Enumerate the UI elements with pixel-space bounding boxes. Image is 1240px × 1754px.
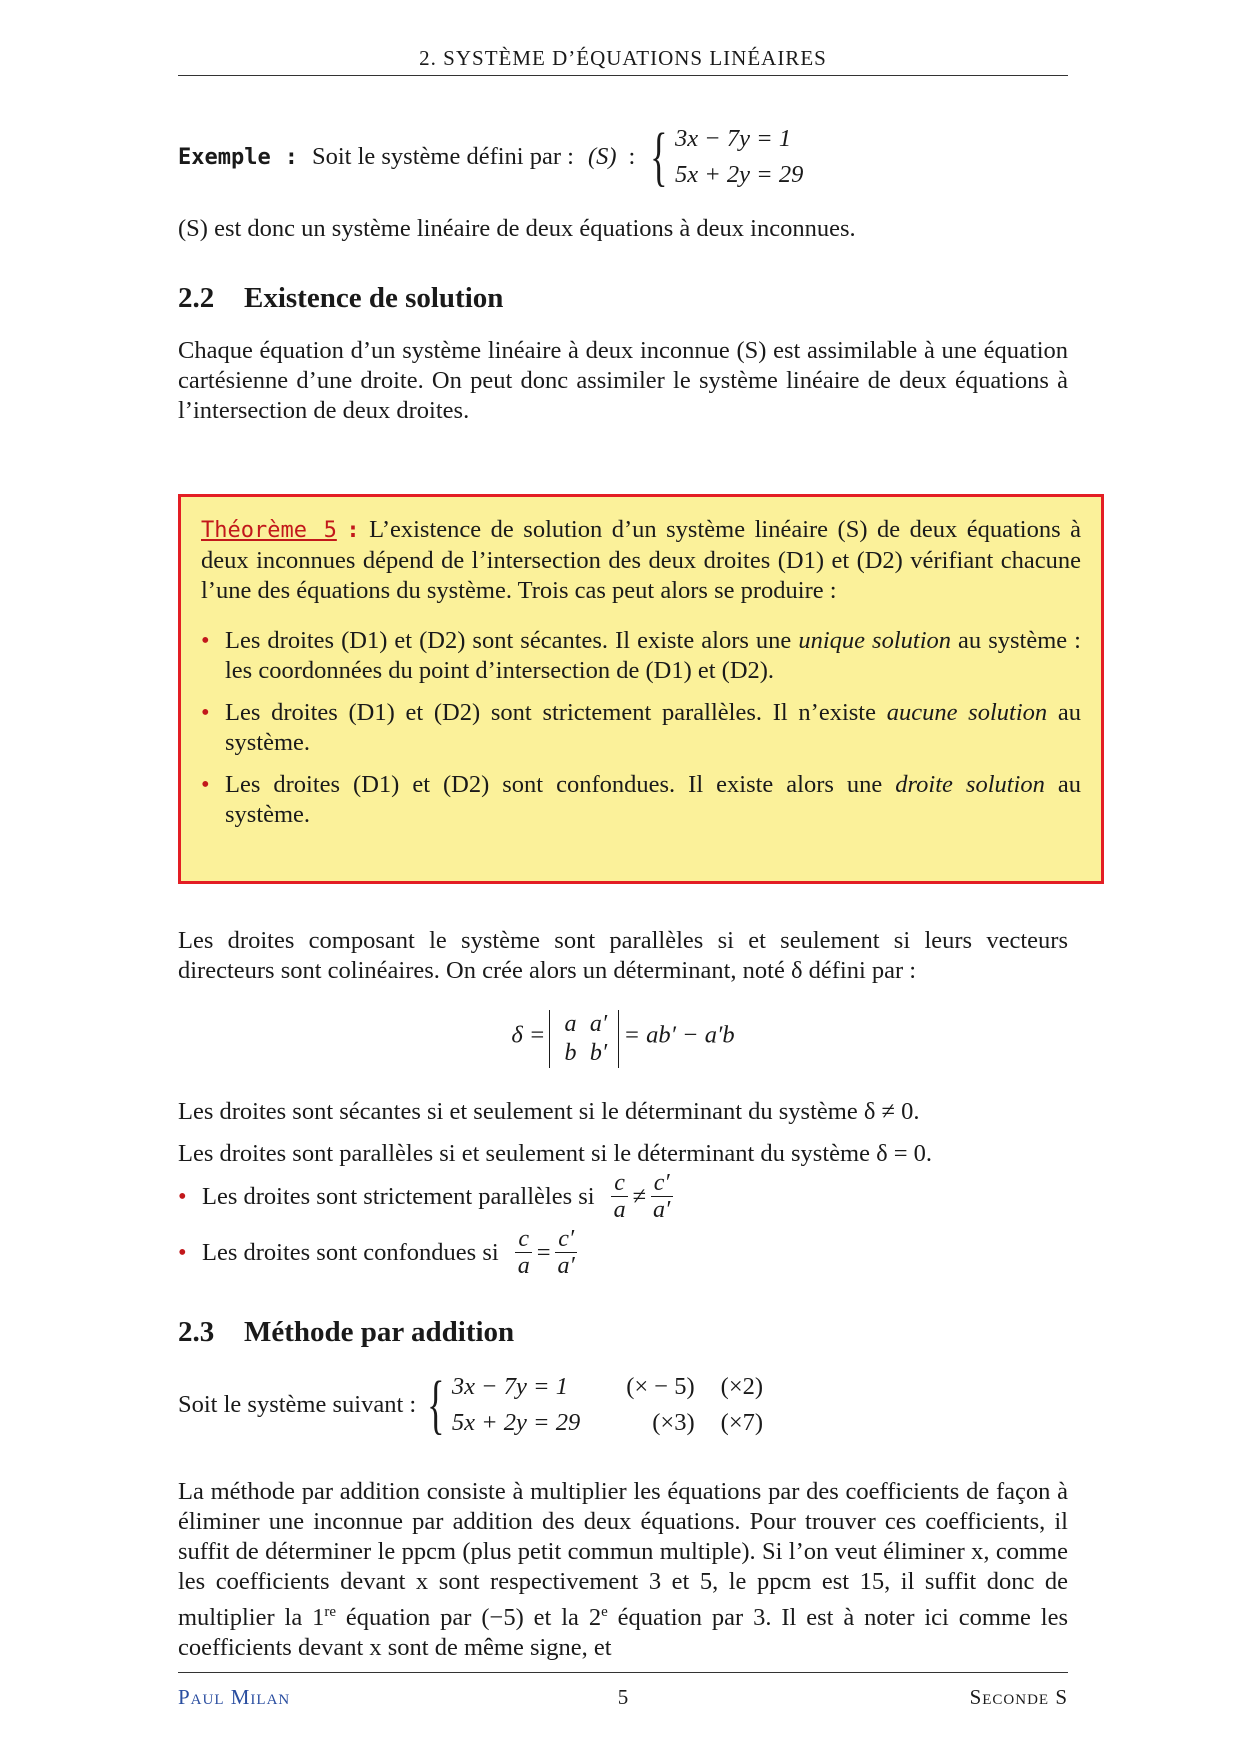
bullet-icon: • (178, 1182, 187, 1210)
example-colon: : (284, 144, 298, 170)
example-block (178, 120, 1068, 193)
fraction-c-over-a: $\frac{c}{a}$ (611, 1170, 629, 1223)
determinant-matrix: a a′ b b′ (549, 1010, 619, 1068)
header-rule (178, 75, 1068, 76)
section-title: Méthode par addition (244, 1316, 515, 1348)
fraction-cprime-over-aprime: $\frac{c'}{a'}$ (555, 1226, 578, 1279)
determinant-paragraph: Les droites composant le système sont parallèles si et seulement si leurs vecteurs directeurs sont colinéaires. On crée alors un déterminant, noté δ défini par : (178, 927, 1068, 984)
section-2-2-paragraph: Chaque équation d’un système linéaire à deux inconnue (S) est assimilable à une équation cartésienne d’une droite. On peut donc assimiler le système linéaire de deux équations à l’intersection de deux droites. (178, 337, 1068, 424)
theorem-case-1: • Les droites (D1) et (D2) sont sécantes. Il existe alors une unique solution au système : les coordonnées du point d’intersection de (D1) et (D2). (201, 627, 1081, 684)
section-title: Existence de solution (244, 282, 504, 314)
addition-system (178, 1368, 1068, 1441)
example-text: Soit le système défini par : (311, 143, 574, 170)
determinant-lhs: δ = (511, 1021, 546, 1049)
theorem-box (178, 494, 1104, 884)
paralleles-statement: Les droites sont parallèles si et seulement si le déterminant du système δ = 0. (178, 1140, 933, 1167)
confondues-item: • Les droites sont confondues si $\frac{c}{a}$ = $\frac{c'}{a'}$ (178, 1226, 1068, 1279)
section-number: 2.3 (178, 1316, 215, 1348)
bullet-icon: • (178, 1238, 187, 1266)
determinant-formula (178, 1010, 1068, 1068)
theorem-colon: : (346, 518, 360, 543)
fraction-cprime-over-aprime: $\frac{c'}{a'}$ (650, 1170, 673, 1223)
strict-parallel-item: • Les droites sont strictement parallèles si $\frac{c}{a}$ ≠ $\frac{c'}{a'}$ (178, 1170, 1068, 1223)
footer-author: Paul Milan (178, 1685, 291, 1709)
theorem-case-2: • Les droites (D1) et (D2) sont strictement parallèles. Il n’existe aucune solution au système. (201, 699, 1081, 756)
fraction-c-over-a: $\frac{c}{a}$ (515, 1226, 533, 1279)
system-brace: { (427, 1368, 445, 1441)
section-number: 2.2 (178, 282, 215, 314)
system-brace: { (650, 120, 668, 193)
running-header: 2. SYSTÈME D’ÉQUATIONS LINÉAIRES (419, 46, 827, 70)
theorem-cases (201, 626, 1081, 830)
bullet-icon: • (201, 771, 210, 798)
footer-class: Seconde S (969, 1685, 1068, 1709)
theorem-case-3: • Les droites (D1) et (D2) sont confondues. Il existe alors une droite solution au système. (201, 771, 1082, 828)
system-eq-2: 5x + 2y = 29 (675, 161, 804, 188)
system-intro: Soit le système suivant : (178, 1391, 417, 1418)
system-equations: 3x − 7y = 1 5x + 2y = 29 (451, 1373, 581, 1436)
section-heading-2-2 (178, 282, 1068, 315)
example-label: Exemple (178, 144, 271, 170)
example-sep: : (628, 143, 636, 170)
addition-method-paragraph: La méthode par addition consiste à multiplier les équations par des coefficients de façon à éliminer une inconnue par addition des deux équations. Pour trouver ces coefficients, il suffit de déterminer le ppcm (plus petit commun multiple). Si l’on veut éliminer x, comme les coefficients devant x sont respectivement 3 et 5, le ppcm est 15, il suffit donc de multiplier la 1re équation par (−5) et la 2e équation par 3. Il est à noter ici comme les coefficients devant x sont de même signe, et (178, 1478, 1068, 1662)
bullet-icon: • (201, 699, 210, 726)
example-conclusion: (S) est donc un système linéaire de deux équations à deux inconnues. (178, 215, 856, 242)
multipliers-column-1: (× − 5) (×3) (626, 1373, 695, 1436)
bullet-icon: • (201, 627, 210, 654)
theorem-intro: L’existence de solution d’un système linéaire (S) de deux équations à deux inconnues dépend de l’intersection des deux droites (D1) et (D2) vérifiant chacune l’une des équations du système. Trois cas peut alors se produire : (201, 516, 1082, 604)
multipliers-column-2: (×2) (×7) (720, 1373, 764, 1436)
page-number: 5 (617, 1685, 629, 1709)
theorem-label: Théorème 5 (201, 518, 337, 543)
section-heading-2-3 (178, 1316, 1068, 1349)
system-eq-1: 3x − 7y = 1 (675, 125, 792, 152)
determinant-rhs: = ab′ − a′b (623, 1021, 735, 1049)
secantes-statement: Les droites sont sécantes si et seulement si le déterminant du système δ ≠ 0. (178, 1098, 920, 1125)
system-name: (S) (587, 143, 617, 170)
system-equations (675, 124, 803, 190)
footer-rule (178, 1672, 1068, 1673)
theorem-intro-line (201, 515, 1081, 606)
